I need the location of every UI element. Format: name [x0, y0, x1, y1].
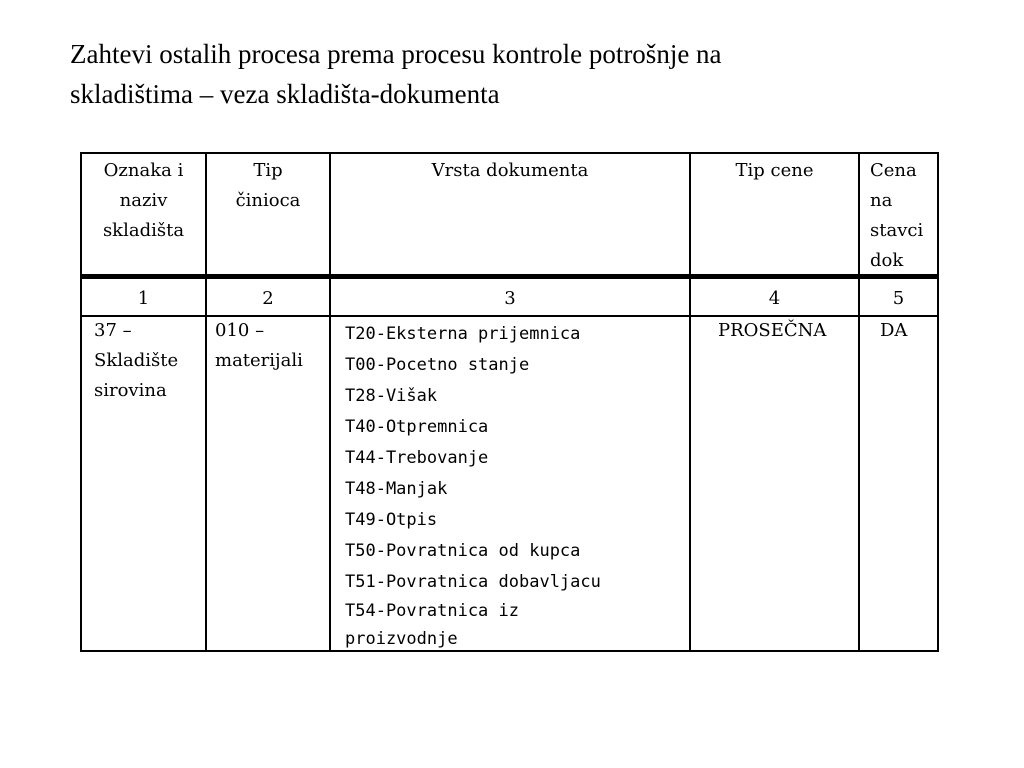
header-price-on-item-line: na [870, 190, 893, 211]
document-item: T28-Višak [345, 386, 438, 406]
column-divider-3 [689, 152, 691, 652]
header-factor-type-line: činioca [235, 190, 301, 211]
column-number-5: 5 [892, 288, 905, 309]
header-separator [82, 274, 937, 279]
cell-warehouse-line: sirovina [94, 380, 167, 401]
header-document-type [331, 156, 689, 186]
document-item: T49-Otpis [345, 510, 438, 530]
document-item: T20-Eksterna prijemnica [345, 324, 581, 344]
header-price-type [691, 156, 858, 186]
document-item: T48-Manjak [345, 479, 448, 499]
header-price-type-line: Tip cene [735, 160, 814, 181]
header-price-on-item-line: dok [870, 250, 904, 271]
cell-document-list [345, 319, 601, 654]
column-number-3: 3 [504, 288, 516, 309]
slide-title-line-1: Zahtevi ostalih procesa prema procesu kontrole potrošnje na [70, 39, 722, 69]
document-item: proizvodnje [345, 629, 458, 649]
header-price-on-item [870, 156, 936, 276]
cell-factor-type-line: 010 – [215, 320, 265, 341]
column-number-2: 2 [262, 288, 274, 309]
cell-price-on-item: DA [880, 320, 908, 341]
document-item: T54-Povratnica iz [345, 601, 519, 621]
document-item: T51-Povratnica dobavljacu [345, 572, 601, 592]
header-warehouse-line: skladišta [102, 220, 185, 241]
cell-price-type: PROSEČNA [718, 320, 827, 341]
header-price-on-item-line: stavci [870, 220, 924, 241]
header-warehouse-line: naziv [119, 190, 168, 211]
column-number-1: 1 [137, 288, 150, 309]
document-item: T50-Povratnica od kupca [345, 541, 581, 561]
slide-title-line-2: skladištima – veza skladišta-dokumenta [70, 79, 500, 109]
table-border-right [937, 152, 939, 652]
column-divider-2 [329, 152, 331, 652]
cell-factor-type-line: materijali [215, 350, 303, 371]
slide-title [70, 34, 970, 114]
header-document-type-line: Vrsta dokumenta [431, 160, 589, 181]
table-border-top [80, 152, 939, 154]
column-divider-1 [205, 152, 207, 652]
cell-warehouse-line: Skladište [94, 350, 179, 371]
header-warehouse-line: Oznaka i [103, 160, 184, 181]
column-divider-4 [858, 152, 860, 652]
column-number-4: 4 [768, 288, 781, 309]
document-item: T44-Trebovanje [345, 448, 489, 468]
cell-factor-type [215, 316, 303, 376]
document-item: T00-Pocetno stanje [345, 355, 530, 375]
header-factor-type [207, 156, 329, 216]
cell-warehouse-line: 37 – [94, 320, 132, 341]
cell-warehouse [94, 316, 178, 406]
header-warehouse [82, 156, 205, 246]
header-factor-type-line: Tip [253, 160, 283, 181]
document-item: T40-Otpremnica [345, 417, 489, 437]
header-price-on-item-line: Cena [870, 160, 917, 181]
